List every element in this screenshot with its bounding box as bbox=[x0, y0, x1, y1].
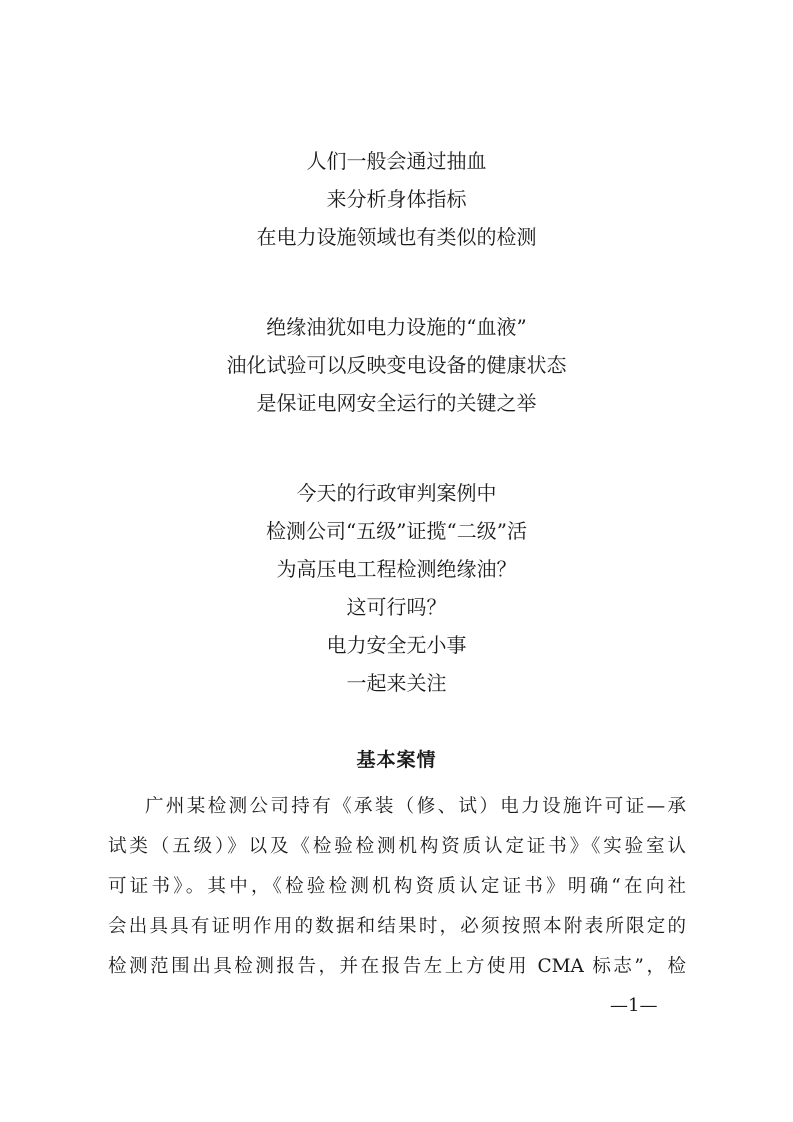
body-line: 会出具具有证明作用的数据和结果时，必须按照本附表所限定的 bbox=[108, 916, 686, 937]
body-line: 可证书》。其中，《检验检测机构资质认定证书》明确“在向社 bbox=[108, 876, 686, 897]
intro-paragraph-3 bbox=[0, 474, 793, 702]
intro-line: 绝缘油犹如电力设施的“血液” bbox=[266, 315, 527, 339]
paragraph-gap bbox=[0, 422, 793, 474]
page-number: —1— bbox=[610, 995, 658, 1016]
intro-line: 油化试验可以反映变电设备的健康状态 bbox=[226, 353, 567, 377]
intro-paragraph-1 bbox=[0, 142, 793, 256]
intro-line: 在电力设施领域也有类似的检测 bbox=[256, 225, 537, 249]
intro-line: 今天的行政审判案例中 bbox=[296, 481, 497, 505]
intro-line: 是保证电网安全运行的关键之举 bbox=[256, 391, 537, 415]
paragraph-gap bbox=[0, 256, 793, 308]
body-line: 检测范围出具检测报告，并在报告左上方使用 CMA 标志”，检 bbox=[108, 956, 686, 977]
intro-line: 为高压电工程检测绝缘油？ bbox=[276, 557, 517, 581]
intro-paragraph-2 bbox=[0, 308, 793, 422]
body-line: 试类（五级）》以及《检验检测机构资质认定证书》《实验室认 bbox=[108, 836, 686, 857]
intro-line: 来分析身体指标 bbox=[326, 187, 467, 211]
intro-block bbox=[0, 142, 793, 702]
body-line: 广州某检测公司持有《承装（修、试）电力设施许可证—承 bbox=[145, 796, 686, 817]
intro-line: 检测公司“五级”证揽“二级”活 bbox=[266, 519, 527, 543]
case-body-paragraph bbox=[108, 787, 686, 987]
section-heading: 基本案情 bbox=[356, 749, 437, 771]
intro-line: 电力安全无小事 bbox=[326, 633, 467, 657]
intro-line: 一起来关注 bbox=[346, 671, 447, 695]
intro-line: 人们一般会通过抽血 bbox=[306, 149, 487, 173]
intro-line: 这可行吗？ bbox=[346, 595, 447, 619]
